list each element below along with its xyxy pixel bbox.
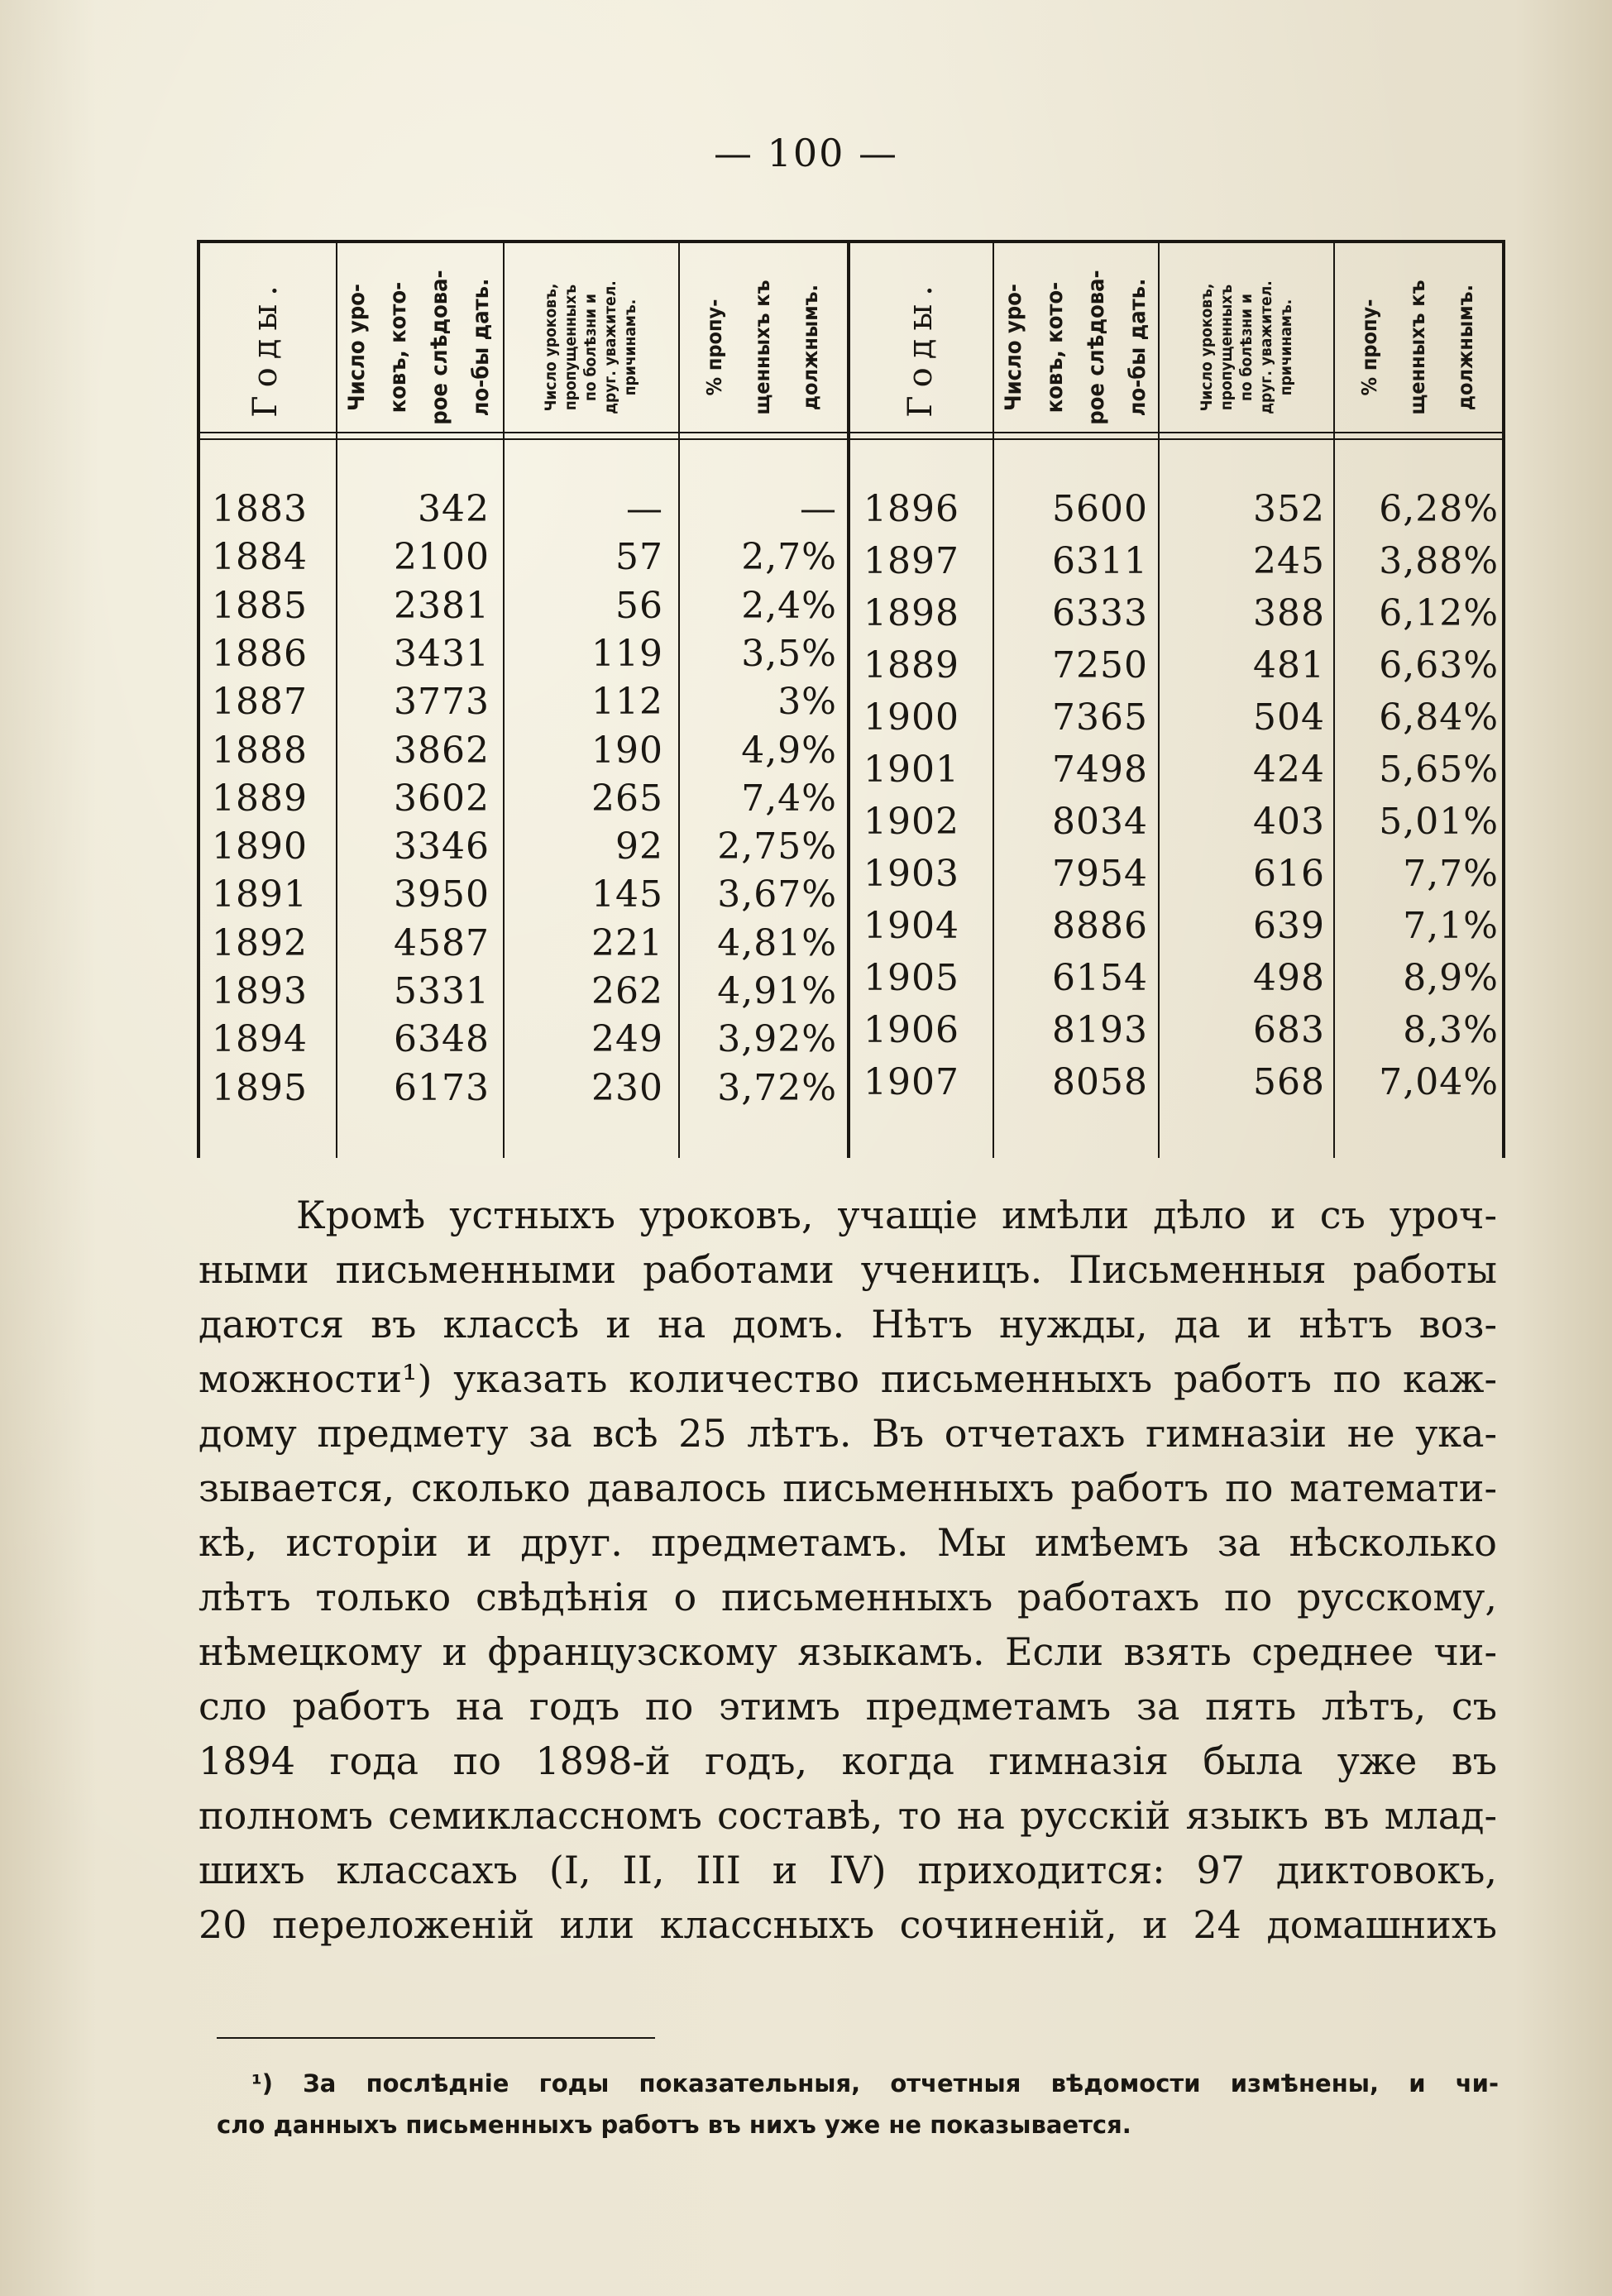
cell-missed-right: 683 bbox=[1253, 1009, 1325, 1051]
cell-lessons-left: 6173 bbox=[394, 1066, 490, 1109]
cell-year-left: 1886 bbox=[212, 632, 308, 675]
cell-year-left: 1887 bbox=[212, 681, 308, 724]
text-line: Кромѣ устныхъ уроковъ, учащіе имѣли дѣло и съ уроч- bbox=[296, 1193, 1497, 1237]
cell-lessons-right: 5600 bbox=[1052, 488, 1148, 530]
cell-percent-left: 2,4% bbox=[741, 584, 837, 627]
text-line: нѣмецкому и французскому языкамъ. Если взять среднее чи- bbox=[199, 1629, 1497, 1674]
cell-year-left: 1884 bbox=[212, 536, 308, 579]
body-paragraph bbox=[199, 1188, 1497, 1952]
cell-lessons-right: 8034 bbox=[1052, 801, 1148, 843]
cell-missed-left: 221 bbox=[591, 921, 663, 964]
cell-percent-left: 4,91% bbox=[717, 970, 837, 1012]
cell-lessons-right: 6154 bbox=[1052, 957, 1148, 999]
page-number: — 100 — bbox=[713, 131, 899, 175]
cell-year-right: 1905 bbox=[863, 957, 959, 999]
cell-missed-right: 245 bbox=[1253, 540, 1325, 582]
cell-lessons-left: 3602 bbox=[394, 777, 490, 820]
cell-year-left: 1890 bbox=[212, 825, 308, 868]
cell-missed-right: 498 bbox=[1253, 957, 1325, 999]
cell-percent-left: 3,72% bbox=[717, 1066, 837, 1109]
cell-missed-left: 56 bbox=[615, 584, 663, 627]
cell-year-left: 1888 bbox=[212, 729, 308, 772]
cell-lessons-right: 7250 bbox=[1052, 644, 1148, 686]
cell-missed-left: 265 bbox=[591, 777, 663, 820]
cell-lessons-right: 8886 bbox=[1052, 905, 1148, 947]
cell-missed-left: 92 bbox=[615, 825, 663, 868]
text-line: лѣтъ только свѣдѣнія о письменныхъ работахъ по русскому, bbox=[199, 1575, 1497, 1619]
cell-missed-right: 352 bbox=[1253, 488, 1325, 530]
cell-percent-left: — bbox=[800, 488, 837, 530]
header-percent-right bbox=[1335, 248, 1500, 447]
cell-percent-left: 3,92% bbox=[717, 1018, 837, 1061]
text-line: полномъ семиклассномъ составѣ, то на русскій языкъ въ млад- bbox=[199, 1793, 1497, 1838]
cell-year-left: 1895 bbox=[212, 1066, 308, 1109]
cell-year-right: 1896 bbox=[863, 488, 959, 530]
header-percent-label: % пропу- щенныхъ къ должнымъ. bbox=[702, 280, 822, 415]
cell-year-right: 1904 bbox=[863, 905, 959, 947]
cell-lessons-right: 7365 bbox=[1052, 696, 1148, 739]
cell-missed-left: 112 bbox=[591, 681, 663, 724]
cell-lessons-left: 3346 bbox=[394, 825, 490, 868]
cell-year-right: 1906 bbox=[863, 1009, 959, 1051]
cell-year-right: 1907 bbox=[863, 1061, 959, 1103]
text-line: кѣ, исторіи и друг. предметамъ. Мы имѣемъ за нѣсколько bbox=[199, 1520, 1497, 1565]
text-line: шихъ классахъ (I, II, III и IV) приходится: 97 диктовокъ, bbox=[199, 1848, 1497, 1892]
cell-percent-right: 7,1% bbox=[1403, 905, 1499, 947]
footnote-line: ¹) За послѣдніе годы показательныя, отчетныя вѣдомости измѣнены, и чи- bbox=[251, 2069, 1499, 2097]
cell-lessons-left: 2100 bbox=[394, 536, 490, 579]
cell-percent-right: 5,65% bbox=[1379, 749, 1499, 791]
cell-percent-left: 2,7% bbox=[741, 536, 837, 579]
cell-year-right: 1902 bbox=[863, 801, 959, 843]
footnote-line: сло данныхъ письменныхъ работъ въ нихъ уже не показывается. bbox=[217, 2111, 1131, 2139]
table-rule bbox=[1502, 240, 1505, 1158]
header-years-label: Годы. bbox=[246, 277, 285, 418]
header-lessons-left bbox=[337, 248, 501, 447]
header-years-label: Годы. bbox=[902, 277, 940, 418]
cell-missed-left: 230 bbox=[591, 1066, 663, 1109]
header-percent-left bbox=[680, 248, 845, 447]
cell-lessons-left: 6348 bbox=[394, 1018, 490, 1061]
text-line: зывается, сколько давалось письменныхъ работъ по математи- bbox=[199, 1466, 1497, 1510]
cell-lessons-left: 3950 bbox=[394, 873, 490, 916]
cell-year-left: 1889 bbox=[212, 777, 308, 820]
cell-lessons-right: 8193 bbox=[1052, 1009, 1148, 1051]
cell-missed-left: 190 bbox=[591, 729, 663, 772]
cell-year-right: 1900 bbox=[863, 696, 959, 739]
header-missed-label: Число уроковъ, пропущенныхъ по болѣзни и друг. уважител. причинамъ. bbox=[1198, 280, 1295, 414]
cell-percent-right: 5,01% bbox=[1379, 801, 1499, 843]
cell-year-right: 1903 bbox=[863, 853, 959, 895]
header-missed-label: Число уроковъ, пропущенныхъ по болѣзни и друг. уважител. причинамъ. bbox=[542, 280, 639, 414]
cell-percent-right: 7,7% bbox=[1403, 853, 1499, 895]
header-lessons-right bbox=[994, 248, 1158, 447]
text-line: 20 переложеній или классныхъ сочиненій, и 24 домашнихъ bbox=[199, 1902, 1497, 1947]
footnote bbox=[217, 2063, 1499, 2145]
cell-percent-left: 3,5% bbox=[741, 632, 837, 675]
cell-percent-left: 4,9% bbox=[741, 729, 837, 772]
cell-percent-left: 3,67% bbox=[717, 873, 837, 916]
cell-lessons-right: 7498 bbox=[1052, 749, 1148, 791]
cell-missed-left: 57 bbox=[615, 536, 663, 579]
cell-percent-left: 4,81% bbox=[717, 921, 837, 964]
cell-year-left: 1883 bbox=[212, 488, 308, 530]
cell-missed-right: 504 bbox=[1253, 696, 1325, 739]
cell-missed-right: 388 bbox=[1253, 592, 1325, 634]
cell-missed-left: 119 bbox=[591, 632, 663, 675]
cell-missed-right: 616 bbox=[1253, 853, 1325, 895]
text-line: 1894 года по 1898-й годъ, когда гимназія была уже въ bbox=[199, 1739, 1497, 1783]
cell-percent-right: 6,84% bbox=[1379, 696, 1499, 739]
header-missed-right bbox=[1161, 248, 1332, 447]
cell-percent-right: 6,63% bbox=[1379, 644, 1499, 686]
cell-percent-left: 2,75% bbox=[717, 825, 837, 868]
text-line: даются въ классѣ и на домъ. Нѣтъ нужды, да и нѣтъ воз- bbox=[199, 1302, 1497, 1347]
text-line: дому предмету за всѣ 25 лѣтъ. Въ отчетахъ гимназіи не ука- bbox=[199, 1411, 1497, 1456]
cell-lessons-right: 6333 bbox=[1052, 592, 1148, 634]
cell-year-left: 1885 bbox=[212, 584, 308, 627]
cell-missed-left: 249 bbox=[591, 1018, 663, 1061]
cell-year-left: 1894 bbox=[212, 1018, 308, 1061]
cell-percent-right: 7,04% bbox=[1379, 1061, 1499, 1103]
cell-lessons-left: 3431 bbox=[394, 632, 490, 675]
text-line: ными письменными работами ученицъ. Письменныя работы bbox=[199, 1247, 1497, 1292]
cell-percent-left: 7,4% bbox=[741, 777, 837, 820]
cell-year-left: 1893 bbox=[212, 970, 308, 1012]
cell-missed-right: 424 bbox=[1253, 749, 1325, 791]
header-lessons-label: Число уро- ковъ, кото- рое слѣдова- ло-бы дать. bbox=[344, 270, 494, 425]
cell-lessons-left: 3773 bbox=[394, 681, 490, 724]
statistics-table bbox=[197, 240, 1505, 1158]
footnote-divider bbox=[217, 2037, 655, 2039]
cell-percent-left: 3% bbox=[777, 681, 837, 724]
cell-year-right: 1898 bbox=[863, 592, 959, 634]
header-percent-label: % пропу- щенныхъ къ должнымъ. bbox=[1357, 280, 1477, 415]
cell-missed-left: 262 bbox=[591, 970, 663, 1012]
text-line: можности¹) указать количество письменныхъ работъ по каж- bbox=[199, 1356, 1497, 1401]
cell-missed-right: 403 bbox=[1253, 801, 1325, 843]
cell-lessons-left: 2381 bbox=[394, 584, 490, 627]
cell-lessons-left: 342 bbox=[418, 488, 490, 530]
cell-lessons-left: 3862 bbox=[394, 729, 490, 772]
header-lessons-label: Число уро- ковъ, кото- рое слѣдова- ло-бы дать. bbox=[1001, 270, 1150, 425]
header-missed-left bbox=[505, 248, 677, 447]
cell-lessons-right: 6311 bbox=[1052, 540, 1148, 582]
cell-lessons-right: 7954 bbox=[1052, 853, 1148, 895]
header-years-left bbox=[197, 248, 333, 447]
cell-year-right: 1889 bbox=[863, 644, 959, 686]
cell-missed-right: 481 bbox=[1253, 644, 1325, 686]
table-rule bbox=[197, 240, 1505, 243]
cell-year-right: 1901 bbox=[863, 749, 959, 791]
cell-missed-right: 639 bbox=[1253, 905, 1325, 947]
cell-lessons-left: 5331 bbox=[394, 970, 490, 1012]
cell-percent-right: 8,3% bbox=[1403, 1009, 1499, 1051]
header-years-right bbox=[850, 248, 991, 447]
cell-lessons-left: 4587 bbox=[394, 921, 490, 964]
cell-missed-left: 145 bbox=[591, 873, 663, 916]
cell-percent-right: 6,28% bbox=[1379, 488, 1499, 530]
cell-missed-left: — bbox=[626, 488, 663, 530]
text-line: сло работъ на годъ по этимъ предметамъ за пять лѣтъ, съ bbox=[199, 1684, 1497, 1729]
cell-year-left: 1892 bbox=[212, 921, 308, 964]
cell-percent-right: 3,88% bbox=[1379, 540, 1499, 582]
cell-percent-right: 8,9% bbox=[1403, 957, 1499, 999]
cell-missed-right: 568 bbox=[1253, 1061, 1325, 1103]
cell-lessons-right: 8058 bbox=[1052, 1061, 1148, 1103]
cell-year-right: 1897 bbox=[863, 540, 959, 582]
cell-year-left: 1891 bbox=[212, 873, 308, 916]
cell-percent-right: 6,12% bbox=[1379, 592, 1499, 634]
